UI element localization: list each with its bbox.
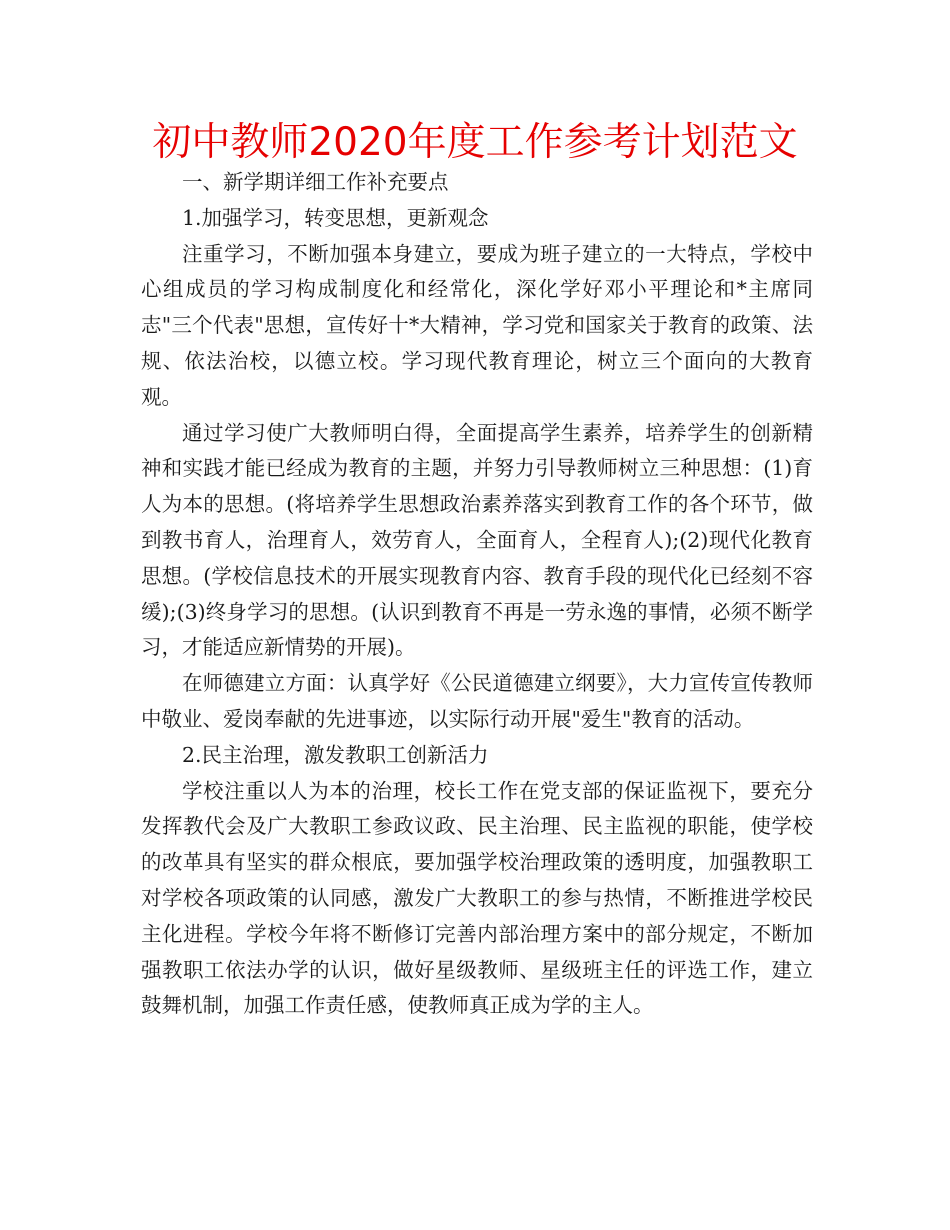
body-paragraph: 通过学习使广大教师明白得，全面提高学生素养，培养学生的创新精神和实践才能已经成为教育的主题，并努力引导教师树立三种思想：(1)育人为本的思想。(将培养学生思想政治素养落实到教育工作的各个环节，做到教书育人，治理育人，效劳育人，全面育人，全程育人);(2)现代化教育思想。(学校信息技术的开展实现教育内容、教育手段的现代化已经刻不容缓);(3)终身学习的思想。(认识到教育不再是一劳永逸的事情，必须不断学习，才能适应新情势的开展)。 (141, 420, 813, 660)
document-title: 初中教师2020年度工作参考计划范文 (152, 120, 798, 165)
subsection-heading: 2.民主治理，激发教职工创新活力 (182, 742, 489, 767)
document-body (141, 165, 813, 1024)
section-heading: 一、新学期详细工作补充要点 (182, 170, 449, 194)
body-paragraph: 学校注重以人为本的治理，校长工作在党支部的保证监视下，要充分发挥教代会及广大教职工参政议政、民主治理、民主监视的职能，使学校的改革具有坚实的群众根底，要加强学校治理政策的透明度，加强教职工对学校各项政策的认同感，激发广大教职工的参与热情，不断推进学校民主化进程。学校今年将不断修订完善内部治理方案中的部分规定，不断加强教职工依法办学的认识，做好星级教师、星级班主任的评选工作，建立鼓舞机制，加强工作责任感，使教师真正成为学的主人。 (141, 778, 813, 1018)
subsection-heading: 1.加强学习，转变思想，更新观念 (182, 205, 489, 230)
body-paragraph: 注重学习，不断加强本身建立，要成为班子建立的一大特点，学校中心组成员的学习构成制度化和经常化，深化学好邓小平理论和*主席同志"三个代表"思想，宣传好十*大精神，学习党和国家关于教育的政策、法规、依法治校，以德立校。学习现代教育理论，树立三个面向的大教育观。 (141, 241, 813, 409)
body-paragraph: 在师德建立方面：认真学好《公民道德建立纲要》，大力宣传宣传教师中敬业、爱岗奉献的先进事迹，以实际行动开展"爱生"教育的活动。 (141, 671, 813, 731)
